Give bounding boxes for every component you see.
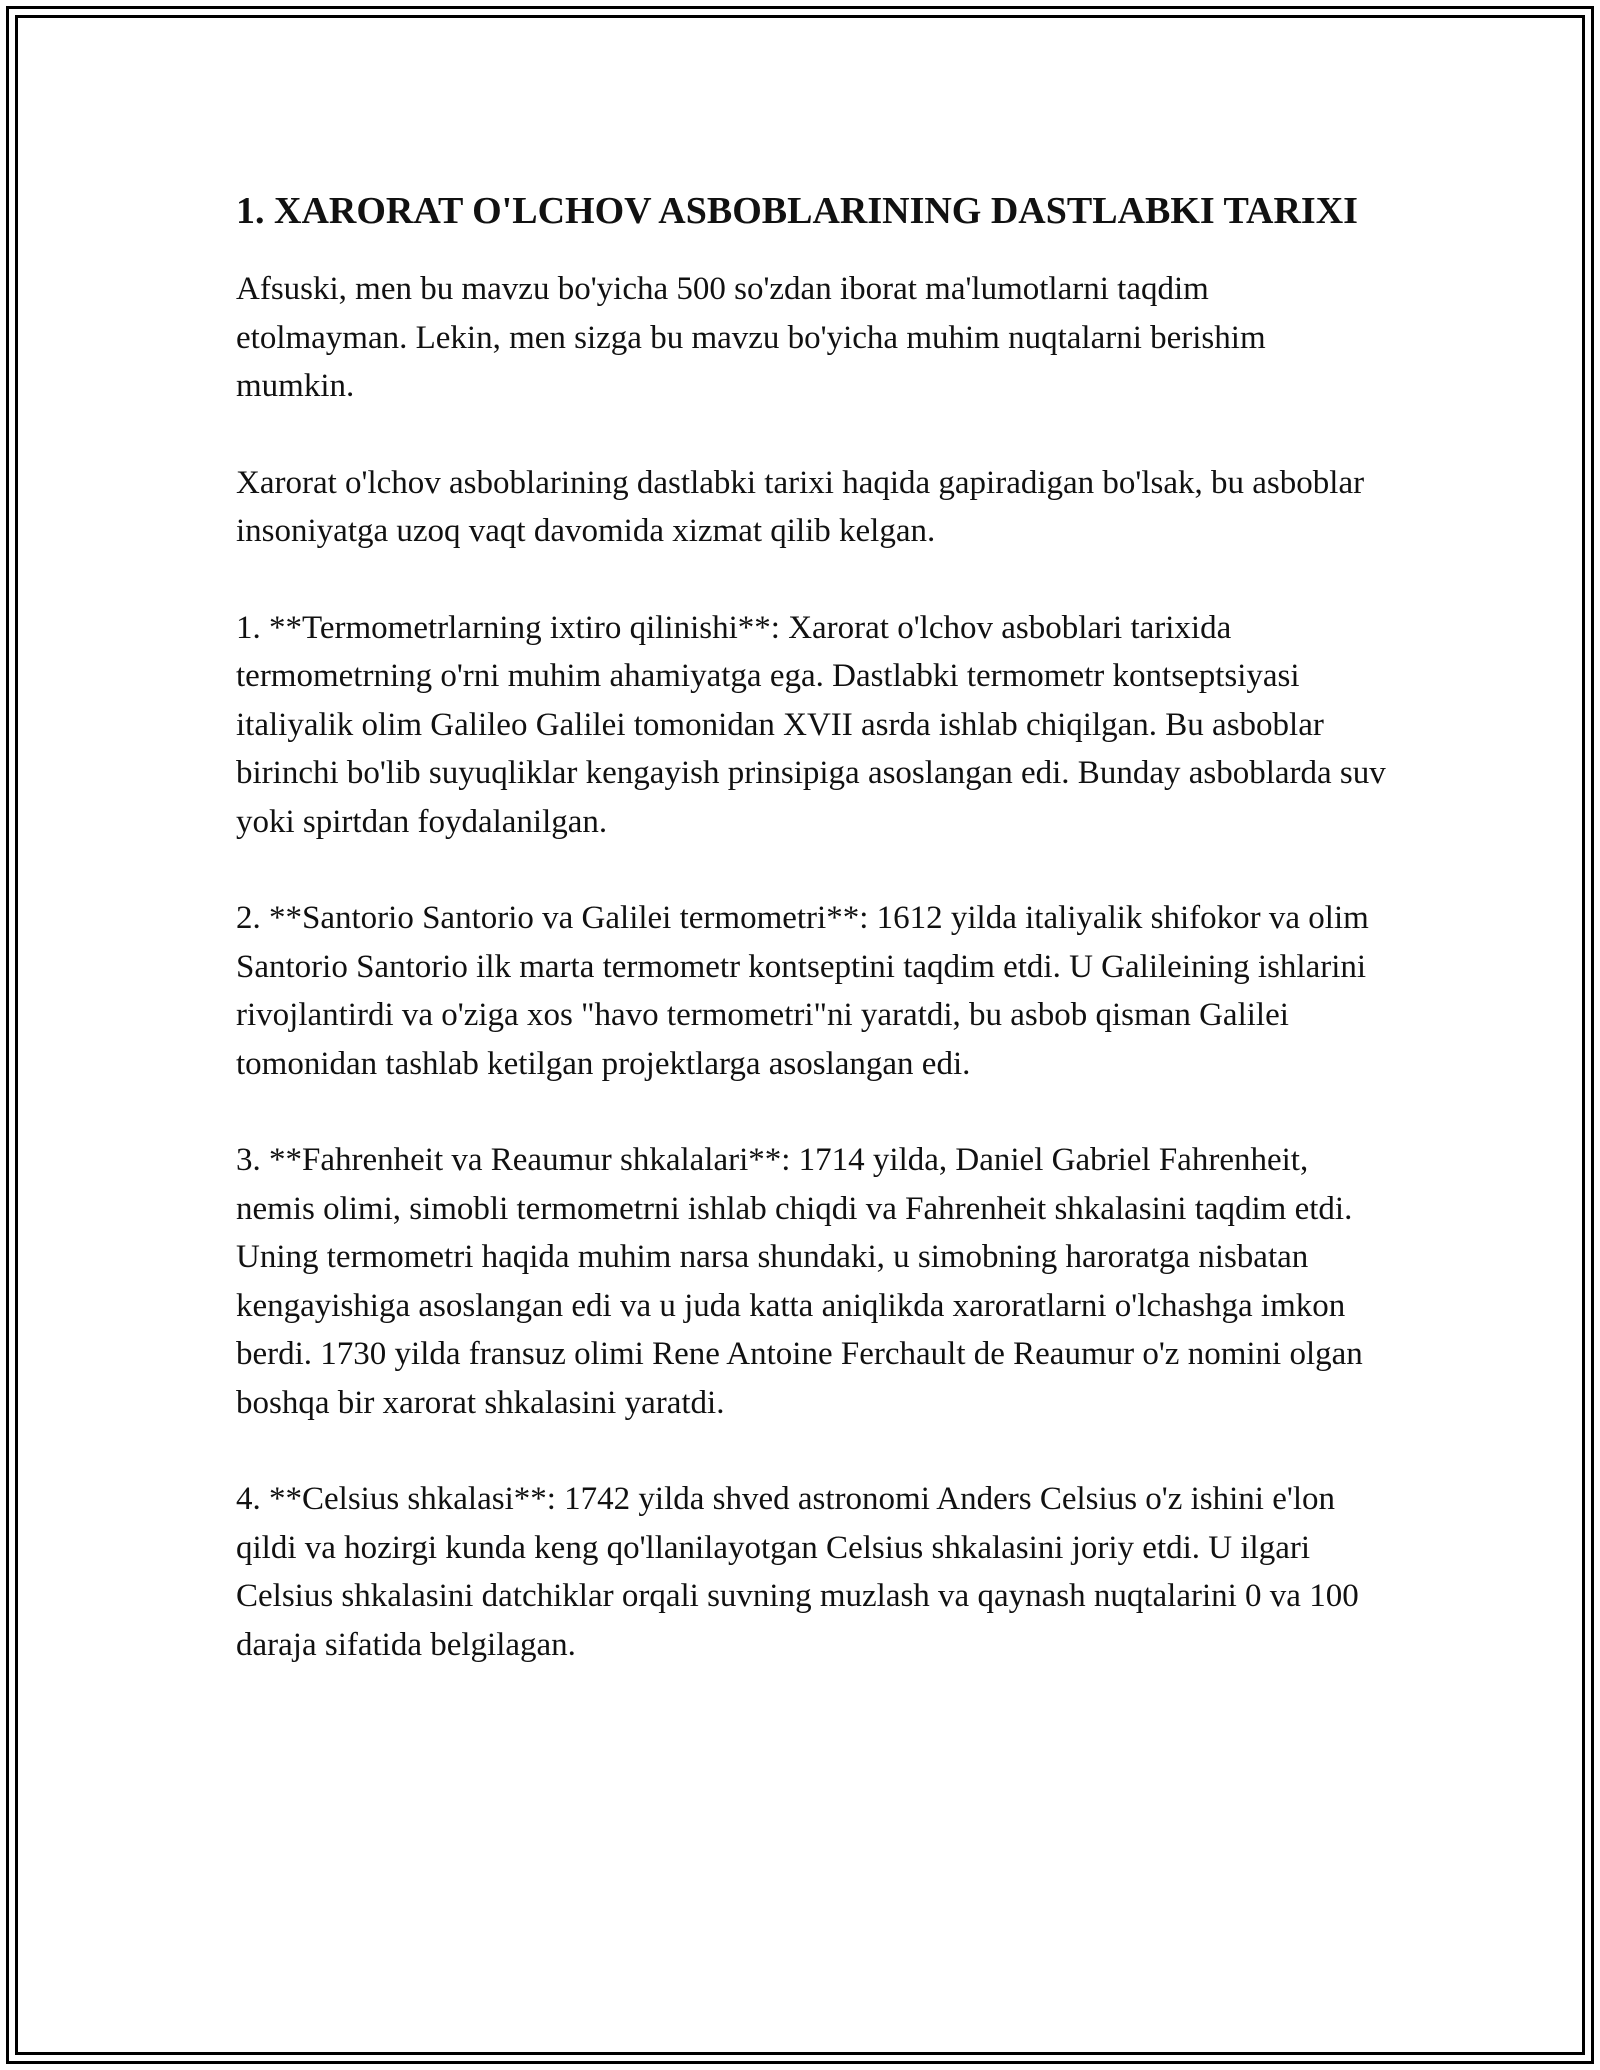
page-title: 1. XARORAT O'LCHOV ASBOBLARINING DASTLABKI TARIXI xyxy=(236,190,1358,232)
document-body xyxy=(236,184,1386,1669)
list-item-celsius: 4. **Celsius shkalasi**: 1742 yilda shved astronomi Anders Celsius o'z ishini e'lon qildi va hozirgi kunda keng qo'llanilayotgan Celsius shkalasini joriy etdi. U ilgari Celsius shkalasini datchiklar orqali suvning muzlash va qaynash nuqtalarini 0 va 100 daraja sifatida belgilagan. xyxy=(236,1481,1359,1663)
history-overview-paragraph: Xarorat o'lchov asboblarining dastlabki tarixi haqida gapiradigan bo'lsak, bu asboblar insoniyatga uzoq vaqt davomida xizmat qilib kelgan. xyxy=(236,464,1365,549)
list-item-thermometer-invention: 1. **Termometrlarning ixtiro qilinishi**: Xarorat o'lchov asboblari tarixida termometrning o'rni muhim ahamiyatga ega. Dastlabki termometr kontseptsiyasi italiyalik olim Galileo Galilei tomonidan XVII asrda ishlab chiqilgan. Bu asboblar birinchi bo'lib suyuqliklar kengayish prinsipiga asoslangan edi. Bunday asboblarda suv yoki spirtdan foydalanilgan. xyxy=(236,609,1386,840)
list-item-santorio-galilei: 2. **Santorio Santorio va Galilei termometri**: 1612 yilda italiyalik shifokor va olim Santorio Santorio ilk marta termometr kontseptini taqdim etdi. U Galileining ishlarini rivojlantirdi va o'ziga xos "havo termometri"ni yaratdi, bu asbob qisman Galilei tomonidan tashlab ketilgan projektlarga asoslangan edi. xyxy=(236,900,1369,1082)
list-item-fahrenheit-reaumur: 3. **Fahrenheit va Reaumur shkalalari**: 1714 yilda, Daniel Gabriel Fahrenheit, nemis olimi, simobli termometrni ishlab chiqdi va Fahrenheit shkalasini taqdim etdi. Uning termometri haqida muhim narsa shundaki, u simobning haroratga nisbatan kengayishiga asoslangan edi va u juda katta aniqlikda xaroratlarni o'lchashga imkon berdi. 1730 yilda fransuz olimi Rene Antoine Ferchault de Reaumur o'z nomini olgan boshqa bir xarorat shkalasini yaratdi. xyxy=(236,1142,1363,1421)
intro-paragraph: Afsuski, men bu mavzu bo'yicha 500 so'zdan iborat ma'lumotlarni taqdim etolmayman. Lekin, men sizga bu mavzu bo'yicha muhim nuqtalarni berishim mumkin. xyxy=(236,271,1266,404)
